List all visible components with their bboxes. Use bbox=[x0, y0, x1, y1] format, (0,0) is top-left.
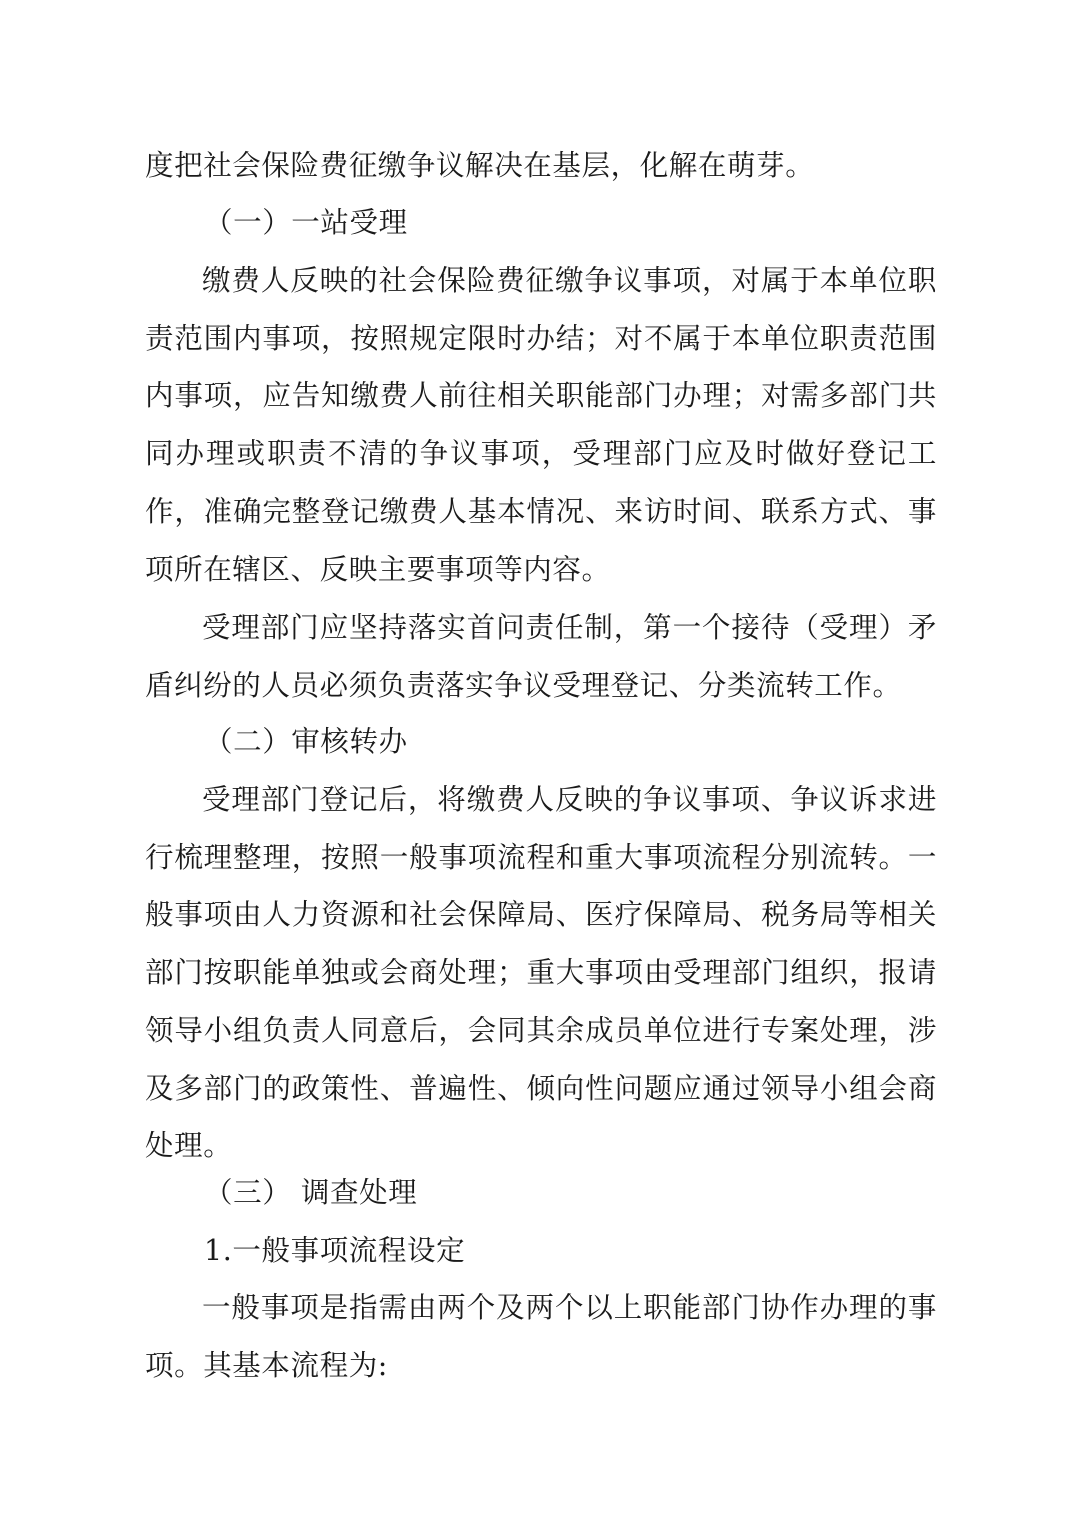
paragraph-acceptance-scope: 缴费人反映的社会保险费征缴争议事项，对属于本单位职责范围内事项，按照规定限时办结；对不属于本单位职责范围内事项，应告知缴费人前往相关职能部门办理；对需多部门共同办理或职责不清的争议事项，受理部门应及时做好登记工作，准确完整登记缴费人基本情况、来访时间、联系方式、事项所在辖区、反映主要事项等内容。 bbox=[145, 264, 937, 586]
section-heading-investigation: （三） 调查处理 bbox=[204, 1176, 418, 1209]
section-heading-one-stop-acceptance: （一）一站受理 bbox=[204, 206, 408, 239]
paragraph-continuation: 度把社会保险费征缴争议解决在基层，化解在萌芽。 bbox=[145, 149, 815, 182]
paragraph-review-transfer: 受理部门登记后，将缴费人反映的争议事项、争议诉求进行梳理整理，按照一般事项流程和重大事项流程分别流转。一般事项由人力资源和社会保障局、医疗保障局、税务局等相关部门按职能单独或会商处理；重大事项由受理部门组织，报请领导小组负责人同意后，会同其余成员单位进行专案处理，涉及多部门的政策性、普遍性、倾向性问题应通过领导小组会商处理。 bbox=[145, 783, 937, 1163]
subsection-heading-general-process: 1.一般事项流程设定 bbox=[204, 1234, 466, 1267]
paragraph-first-inquiry-responsibility: 受理部门应坚持落实首问责任制，第一个接待（受理）矛盾纠纷的人员必须负责落实争议受理登记、分类流转工作。 bbox=[145, 611, 937, 702]
paragraph-general-matter-definition: 一般事项是指需由两个及两个以上职能部门协作办理的事项。其基本流程为: bbox=[145, 1291, 937, 1382]
section-heading-review-transfer: （二）审核转办 bbox=[204, 725, 408, 758]
